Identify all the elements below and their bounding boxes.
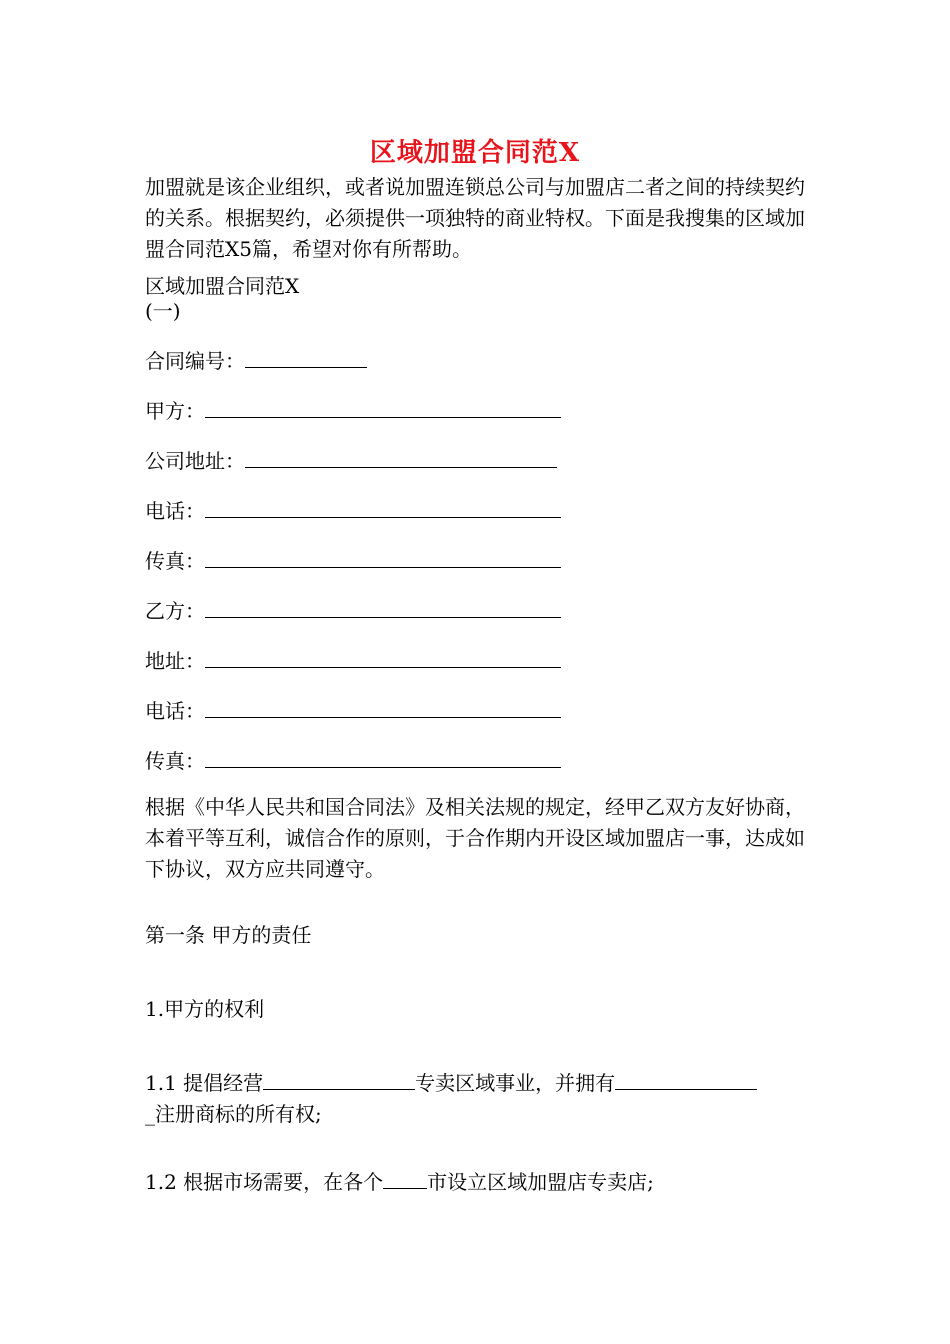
fax-b-blank [205,749,561,768]
address-b-label: 地址： [145,649,205,673]
item-1-1-blank-b [615,1071,757,1090]
item-1-2-line [145,1168,654,1196]
fax-a-label: 传真： [145,549,205,573]
item-1-2-blank [383,1170,427,1189]
item-1-2-text-b: 市设立区域加盟店专卖店; [427,1170,654,1194]
contract-number-label: 合同编号： [145,349,245,373]
item-1-1-text-b: 专卖区域事业，并拥有 [415,1071,616,1095]
article-1-heading: 第一条 甲方的责任 [145,923,312,947]
phone-a-field [145,497,561,525]
section-title: 区域加盟合同范X [145,274,300,298]
fax-a-field [145,547,561,575]
phone-b-field [145,697,561,725]
party-a-blank [205,399,561,418]
item-1-heading: 1.甲方的权利 [145,997,265,1021]
fax-b-field [145,747,561,775]
phone-a-blank [205,499,561,518]
phone-b-blank [205,699,561,718]
contract-number-field [145,347,367,375]
phone-a-label: 电话： [145,499,205,523]
contract-number-blank [245,349,367,368]
fax-a-blank [205,549,561,568]
preamble-paragraph: 根据《中华人民共和国合同法》及相关法规的规定，经甲乙双方友好协商，本着平等互利，诚信合作的原则，于合作期内开设区域加盟店一事，达成如下协议，双方应共同遵守。 [145,795,805,881]
item-1-2-text-a: 1.2 根据市场需要，在各个 [145,1170,384,1194]
party-a-field [145,397,561,425]
address-b-field [145,647,561,675]
company-address-blank [245,449,557,468]
item-1-1-line [145,1069,757,1097]
address-b-blank [205,649,561,668]
document-title: 区域加盟合同范X [369,138,581,168]
company-address-label: 公司地址： [145,449,245,473]
item-1-1-continuation: _注册商标的所有权; [145,1102,322,1126]
item-1-1-text-a: 1.1 提倡经营 [145,1071,264,1095]
party-a-label: 甲方： [145,399,205,423]
party-b-label: 乙方： [145,599,205,623]
company-address-field [145,447,557,475]
phone-b-label: 电话： [145,699,205,723]
intro-paragraph: 加盟就是该企业组织，或者说加盟连锁总公司与加盟店二者之间的持续契约的关系。根据契约，必须提供一项独特的商业特权。下面是我搜集的区域加盟合同范X5篇，希望对你有所帮助。 [145,175,805,261]
party-b-blank [205,599,561,618]
fax-b-label: 传真： [145,749,205,773]
party-b-field [145,597,561,625]
section-number: (一) [145,299,181,323]
item-1-1-blank-a [263,1071,415,1090]
